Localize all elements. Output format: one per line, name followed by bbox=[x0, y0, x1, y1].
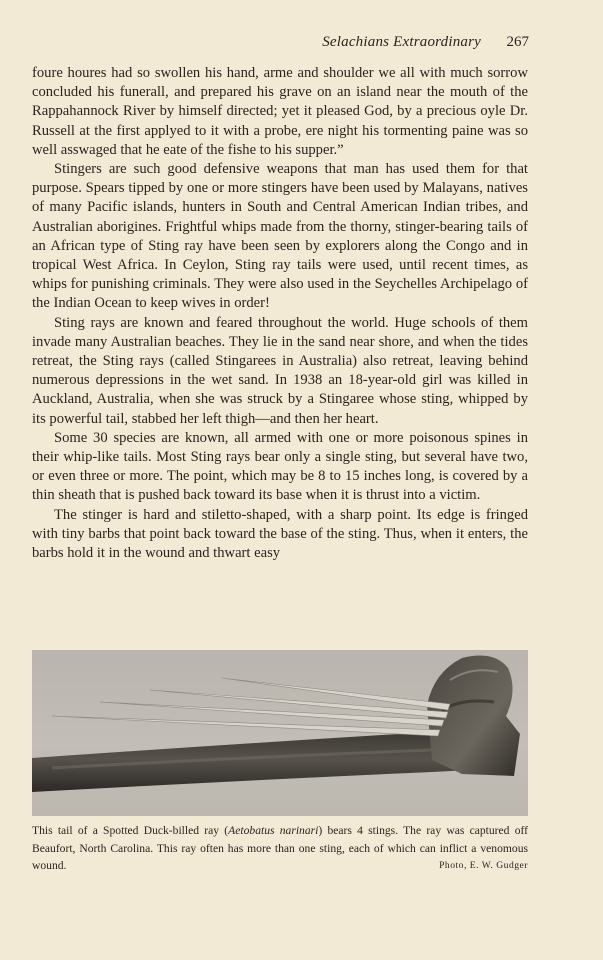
paragraph: Some 30 species are known, all armed with one or more poisonous spines in their whip-like tails. Most Sting rays bear only a single sting, but several have two, or even three or more. The point, which may be 8 to 15 inches long, is covered by a thin sheath that is pushed back toward its base when it is thrust into a victim. bbox=[32, 429, 528, 504]
species-name: Aetobatus narinari bbox=[228, 824, 319, 837]
sting bbox=[100, 702, 444, 726]
caption-text: This tail of a Spotted Duck-billed ray ( bbox=[32, 824, 229, 837]
stings bbox=[52, 678, 450, 736]
running-title: Selachians Extraordinary bbox=[322, 34, 481, 50]
paragraph: Sting rays are known and feared throughout the world. Huge schools of them invade many Australian beaches. They lie in the sand near shore, and when the tides retreat, the Sting rays (called Stingarees in Australia) also retreat, leaving behind numerous depressions in the wet sand. In 1938 an 18-year-old girl was killed in Auckland, Australia, when she was struck by a Stingaree whose sting, whipped by its powerful tail, stabbed her left thigh—and then her heart. bbox=[32, 314, 528, 427]
page-number: 267 bbox=[506, 34, 529, 50]
body-text bbox=[32, 64, 528, 563]
paragraph: Stingers are such good defensive weapons that man has used them for that purpose. Spears tipped by one or more stingers have been used by Malayans, natives of many Pacific islands, hunters in South and Central American Indian tribes, and Australian aborigines. Frightful whips made from the thorny, stinger-bearing tails of an African type of Sting ray have been seen by explorers along the Congo and in tropical West Africa. In Ceylon, Sting ray tails were used, until recent times, as whips for punishing criminals. They were also used in the Seychelles Archipelago of the Indian Ocean to keep wives in order! bbox=[32, 161, 528, 312]
caption-text: ) bears 4 stings. The ray was captured off Beaufort, North Carolina. This ray often has more than one sting, each of which can inflict a venomous wound. bbox=[32, 824, 528, 872]
figure-caption bbox=[32, 822, 528, 875]
photo-credit: Photo, E. W. Gudger bbox=[439, 860, 528, 871]
ray-tail-illustration bbox=[32, 650, 528, 816]
paragraph: foure houres had so swollen his hand, arme and shoulder we all with much sorrow concluded his funerall, and prepared his grave on an island near the mouth of the Rappahannock River by himself directed; yet it pleased God, by a precious oyle Dr. Russell at the first applyed to it with a probe, ere night his tormenting paine was so well asswaged that he eate of the fishe to his supper.” bbox=[32, 65, 528, 158]
ray-tail-photo bbox=[32, 650, 528, 816]
paragraph: The stinger is hard and stiletto-shaped, with a sharp point. Its edge is fringed with tiny barbs that point back toward the base of the sting. Thus, when it enters, the barbs hold it in the wound and thwart easy bbox=[32, 506, 528, 562]
page-header bbox=[32, 34, 529, 54]
